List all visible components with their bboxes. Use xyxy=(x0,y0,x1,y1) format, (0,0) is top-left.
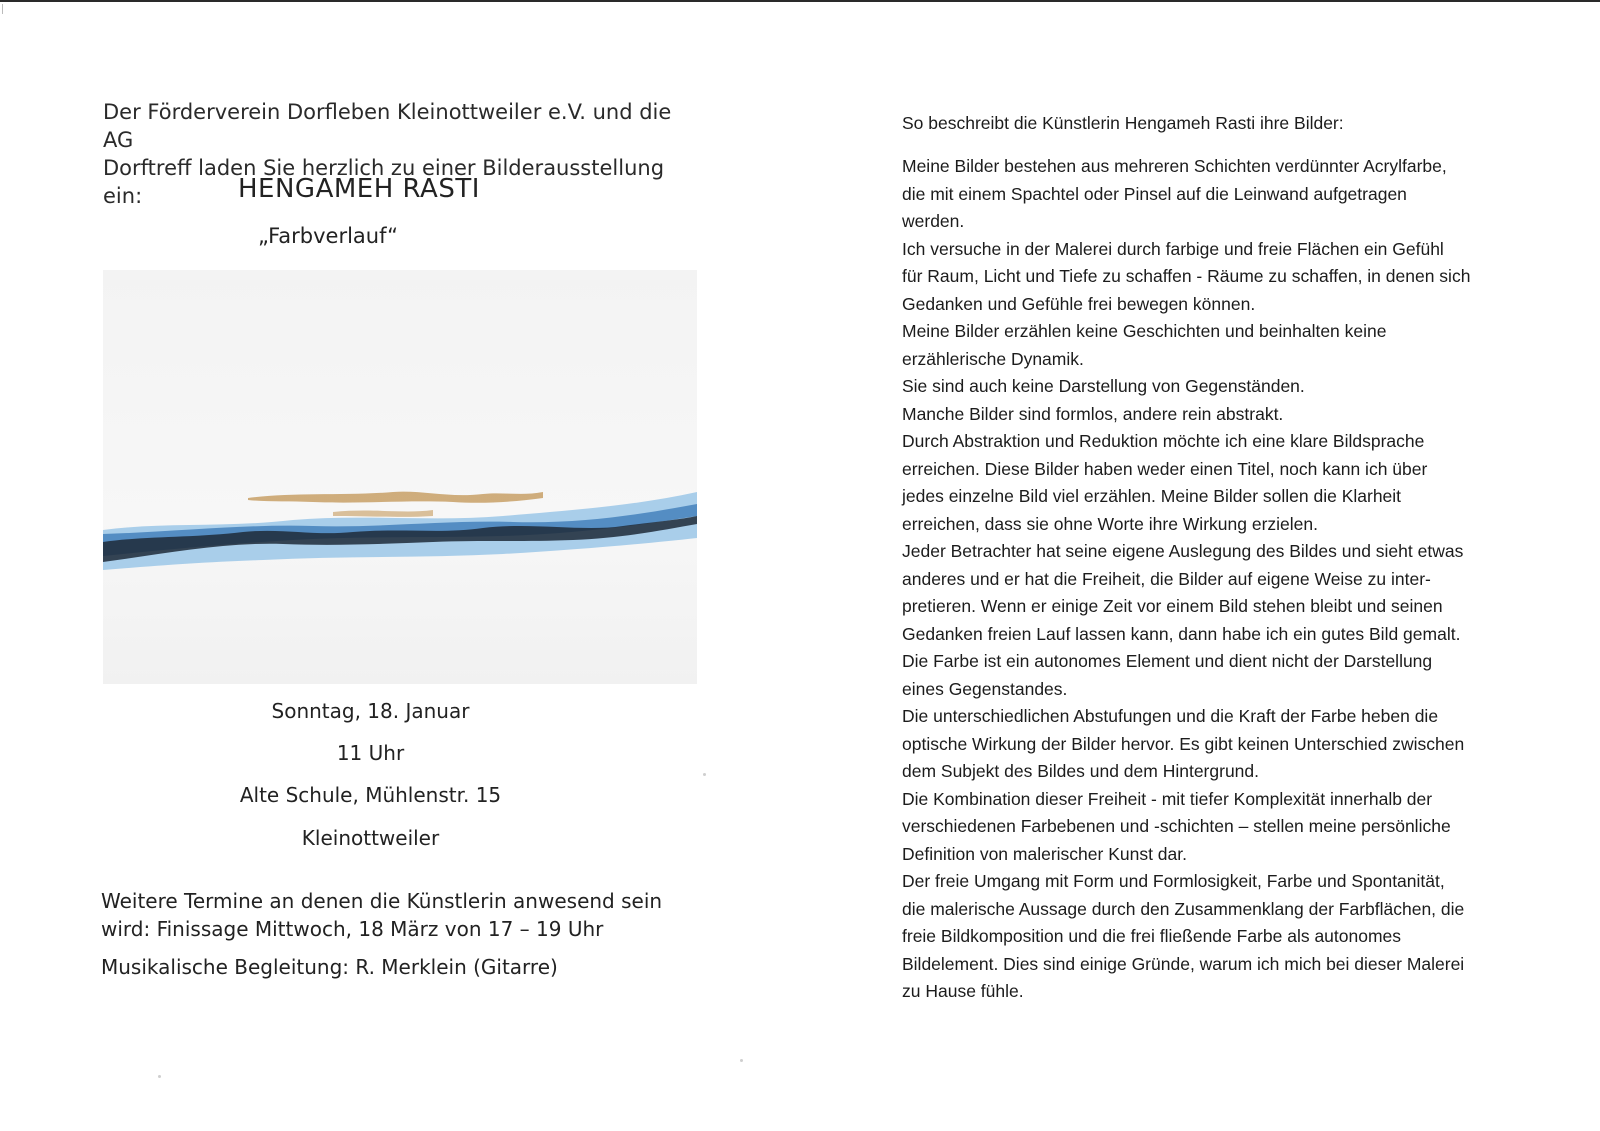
scan-speck xyxy=(740,1059,743,1062)
statement-line: anderes und er hat die Freiheit, die Bilder auf eigene Weise zu inter- xyxy=(902,568,1431,589)
statement-line: Bildelement. Dies sind einige Gründe, warum ich mich bei dieser Malerei xyxy=(902,953,1465,974)
event-date: Sonntag, 18. Januar xyxy=(271,699,470,723)
statement-line: pretieren. Wenn er einige Zeit vor einem Bild stehen bleibt und seinen xyxy=(902,596,1443,616)
artist-name: HENGAMEH RASTI xyxy=(238,174,480,204)
statement-line: dem Subjekt des Bildes und dem Hintergrund. xyxy=(902,761,1260,781)
exhibition-title: „Farbverlauf“ xyxy=(258,224,399,248)
scan-speck xyxy=(158,1075,161,1078)
statement-line: freie Bildkomposition und die frei fließende Farbe als autonomes xyxy=(902,926,1402,946)
statement-line: Durch Abstraktion und Reduktion möchte ich eine klare Bildsprache xyxy=(902,431,1425,451)
statement-line: Manche Bilder sind formlos, andere rein abstrakt. xyxy=(902,403,1284,424)
event-time: 11 Uhr xyxy=(336,741,405,765)
event-venue: Alte Schule, Mühlenstr. 15 xyxy=(239,783,502,807)
statement-line: jedes einzelne Bild viel erzählen. Meine Bilder sollen die Klarheit xyxy=(902,486,1402,506)
statement-line: für Raum, Licht und Tiefe zu schaffen - Räume zu schaffen, in denen sich xyxy=(902,266,1471,286)
statement-line: erzählerische Dynamik. xyxy=(902,348,1084,369)
statement-line: Sie sind auch keine Darstellung von Gegenständen. xyxy=(902,376,1305,396)
music-accompaniment: Musikalische Begleitung: R. Merklein (Gitarre) xyxy=(101,955,558,979)
statement-line: Gedanken und Gefühle frei bewegen können. xyxy=(902,293,1256,314)
further-dates xyxy=(101,887,721,943)
statement-line: Meine Bilder bestehen aus mehreren Schichten verdünnter Acrylfarbe, xyxy=(902,156,1447,176)
statement-line: Die Farbe ist ein autonomes Element und dient nicht der Darstellung xyxy=(902,651,1433,671)
statement-line: Die Kombination dieser Freiheit - mit tiefer Komplexität innerhalb der xyxy=(902,788,1433,809)
intro-line: Der Förderverein Dorfleben Kleinottweiler e.V. und die AG xyxy=(103,100,672,152)
statement-line: erreichen, dass sie ohne Worte ihre Wirkung erzielen. xyxy=(902,513,1318,534)
statement-line: Definition von malerischer Kunst dar. xyxy=(902,843,1187,864)
statement-line: Ich versuche in der Malerei durch farbige und freie Flächen ein Gefühl xyxy=(902,238,1444,259)
statement-line: die mit einem Spachtel oder Pinsel auf die Leinwand aufgetragen xyxy=(902,183,1407,204)
intro-line: Dorftreff laden Sie herzlich zu einer Bilderausstellung ein: xyxy=(103,156,665,208)
statement-line: die malerische Aussage durch den Zusammenklang der Farbflächen, die xyxy=(902,898,1465,919)
statement-body xyxy=(902,153,1542,1006)
scan-mark xyxy=(2,4,9,14)
scan-top-edge xyxy=(0,0,1600,2)
statement-line: zu Hause fühle. xyxy=(902,981,1024,1001)
scan-speck xyxy=(703,773,706,776)
invitation-panel xyxy=(101,98,703,979)
statement-line: werden. xyxy=(902,211,965,231)
painting-image xyxy=(103,270,697,684)
statement-line: Der freie Umgang mit Form und Formlosigkeit, Farbe und Spontanität, xyxy=(902,871,1445,891)
statement-line: optische Wirkung der Bilder hervor. Es gibt keinen Unterschied zwischen xyxy=(902,733,1465,754)
statement-heading: So beschreibt die Künstlerin Hengameh Rasti ihre Bilder: xyxy=(902,113,1344,133)
statement-line: verschiedenen Farbebenen und -schichten – stellen meine persönliche xyxy=(902,816,1451,836)
statement-line: Gedanken freien Lauf lassen kann, dann habe ich ein gutes Bild gemalt. xyxy=(902,623,1461,644)
event-town: Kleinottweiler xyxy=(301,826,440,850)
further-dates-line: wird: Finissage Mittwoch, 18 März von 17 – 19 Uhr xyxy=(101,917,604,941)
statement-line: eines Gegenstandes. xyxy=(902,678,1068,699)
statement-line: erreichen. Diese Bilder haben weder einen Titel, noch kann ich über xyxy=(902,458,1428,479)
artist-statement xyxy=(902,113,1542,1006)
statement-line: Meine Bilder erzählen keine Geschichten und beinhalten keine xyxy=(902,321,1387,341)
statement-line: Jeder Betrachter hat seine eigene Auslegung des Bildes und sieht etwas xyxy=(902,541,1464,561)
statement-line: Die unterschiedlichen Abstufungen und die Kraft der Farbe heben die xyxy=(902,706,1439,726)
further-dates-line: Weitere Termine an denen die Künstlerin anwesend sein xyxy=(101,889,663,913)
